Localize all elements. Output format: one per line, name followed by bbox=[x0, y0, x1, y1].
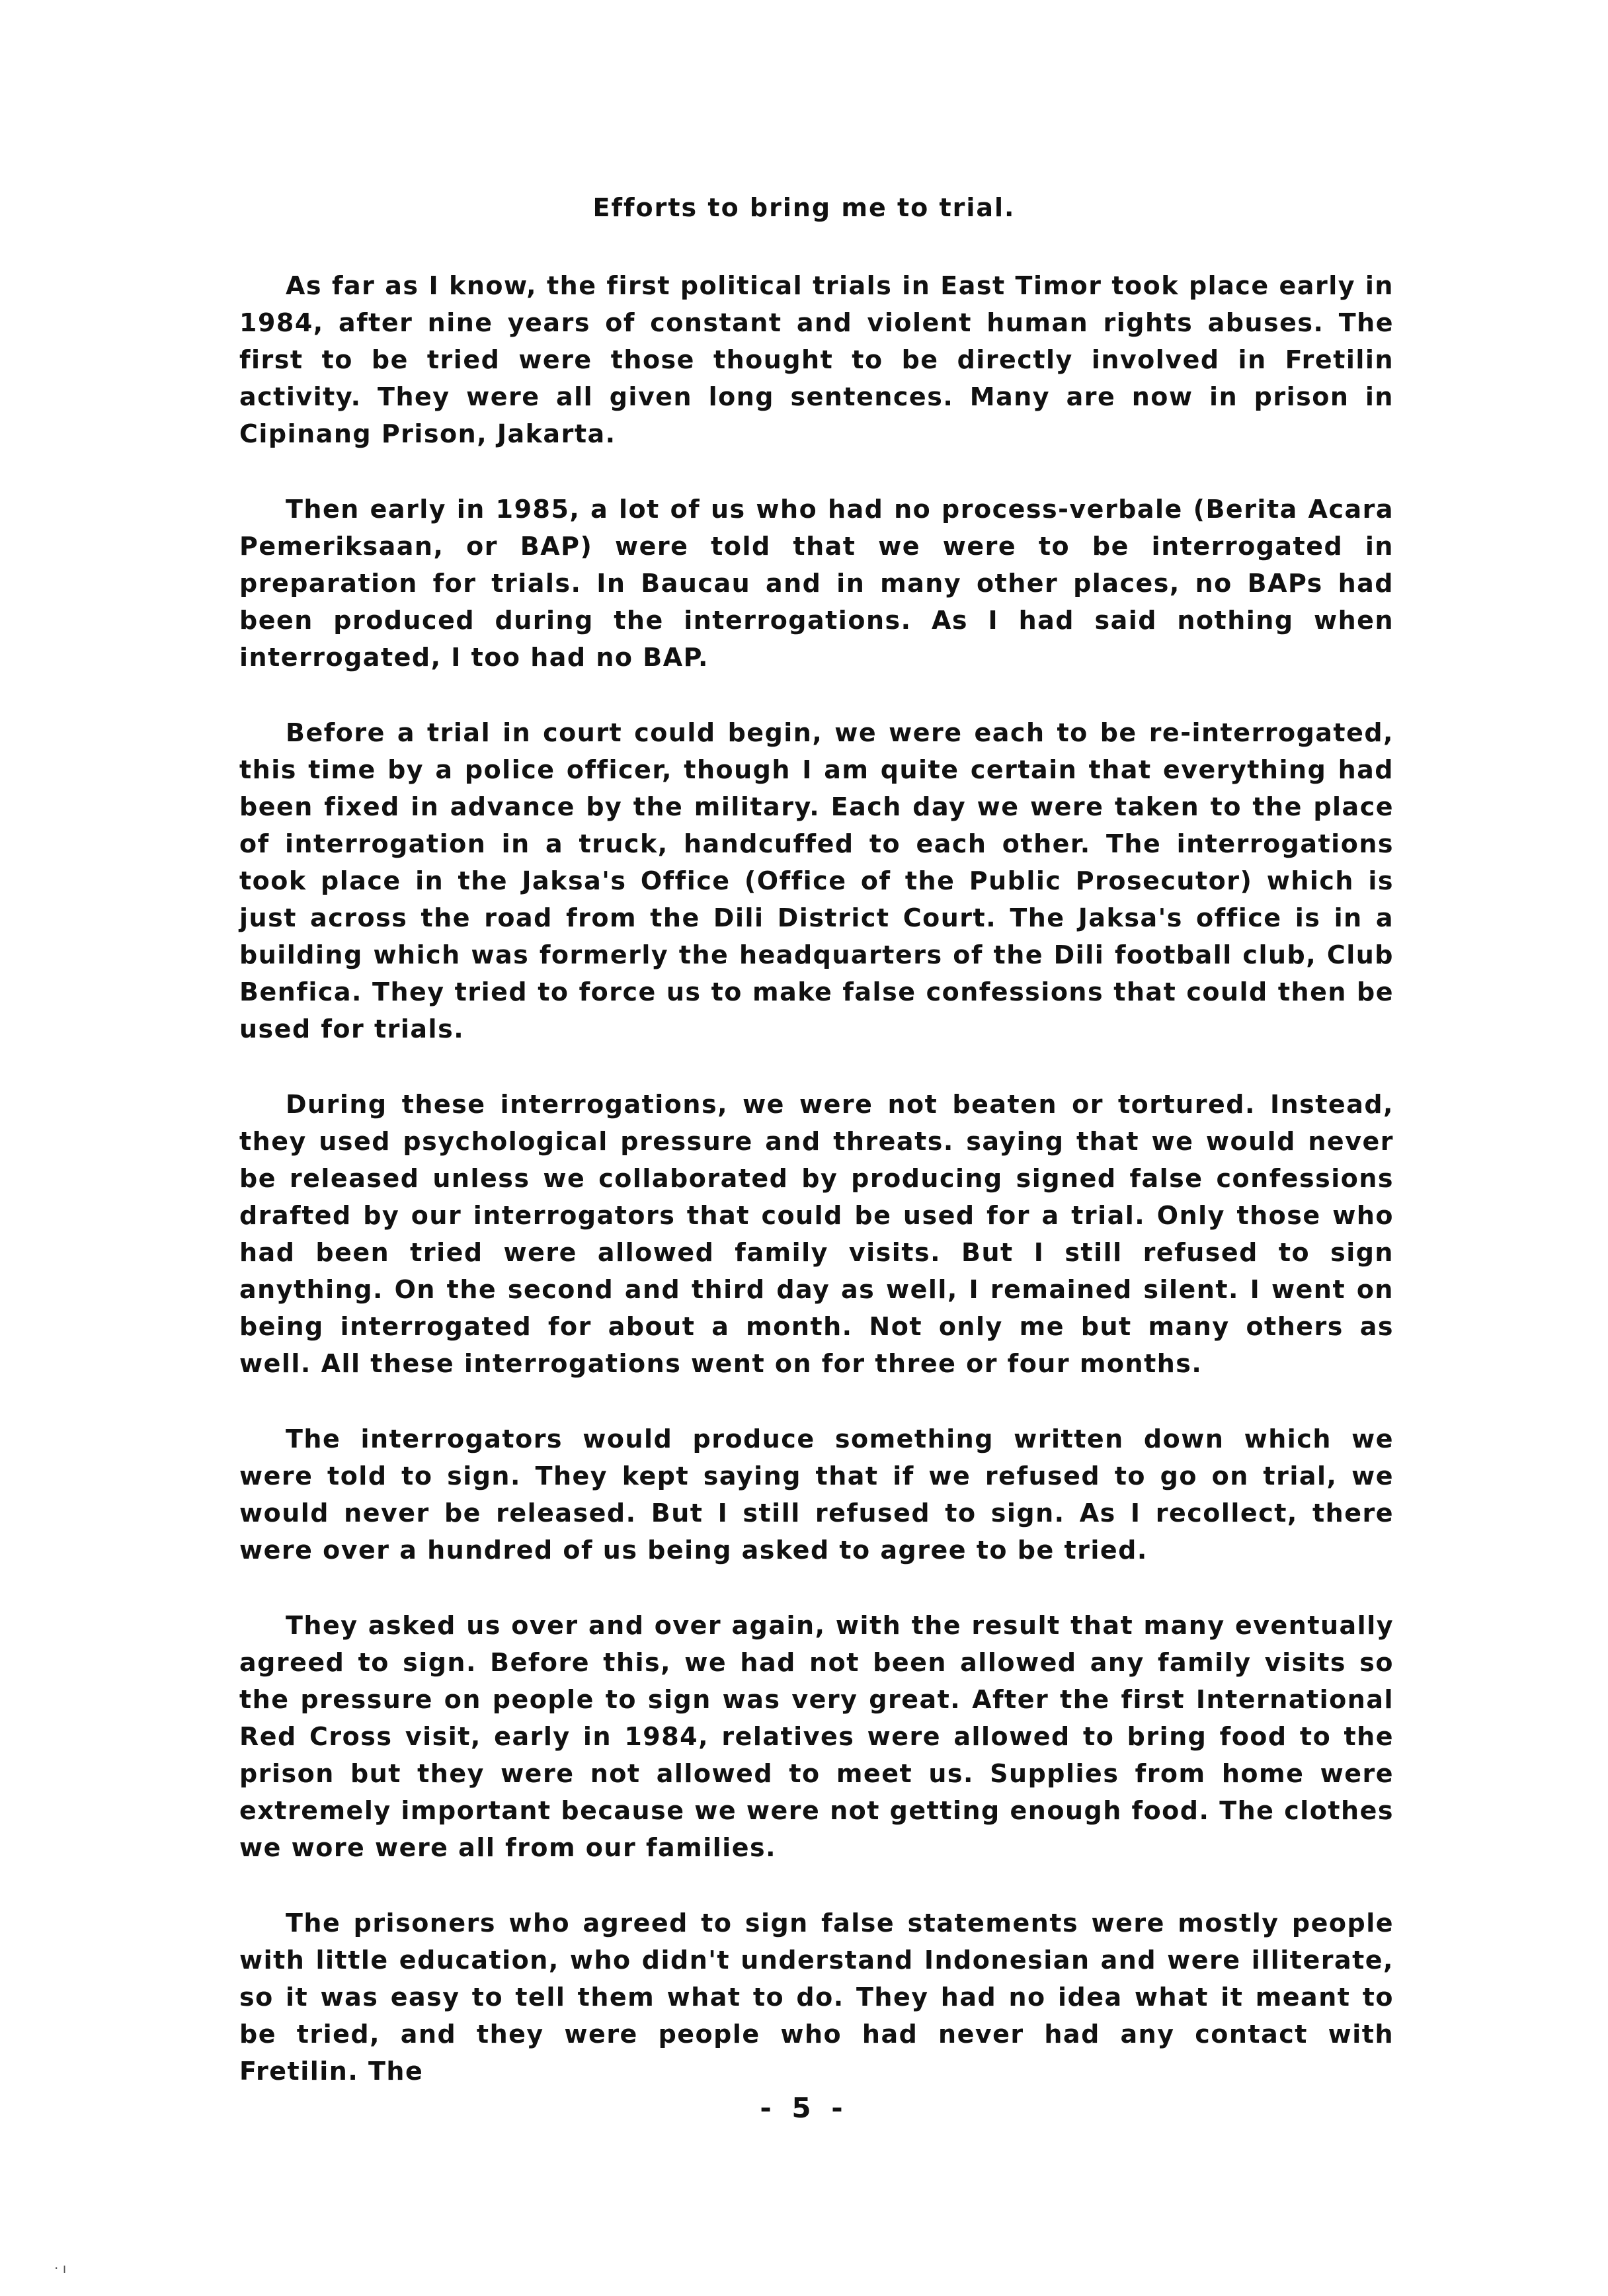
paragraph-5: The interrogators would produce something written down which we were told to sign. They kept saying that if we refused to go on trial, we would never be released. But I still refused to sign. As I recollect, there were over a hundred of us being asked to agree to be tried. bbox=[239, 1424, 1394, 1565]
paragraph-2: Then early in 1985, a lot of us who had no process-verbale (Berita Acara Pemeriksaan, or BAP) were told that we were to be interrogated in preparation for trials. In Baucau and in many other places, no BAPs had been produced during the interrogations. As I had said nothing when interrogated, I too had no BAP. bbox=[239, 495, 1394, 672]
document-title: Efforts to bring me to trial. bbox=[592, 193, 1016, 222]
paragraph-7: The prisoners who agreed to sign false statements were mostly people with little education, who didn't understand Indonesian and were illiterate, so it was easy to tell them what to do. They had no idea what it meant to be tried, and they were people who had never had any contact with Fretilin. The bbox=[239, 1908, 1394, 2086]
paragraph-4: During these interrogations, we were not beaten or tortured. Instead, they used psychological pressure and threats. saying that we would never be released unless we collaborated by producing signed false confessions drafted by our interrogators that could be used for a trial. Only those who had been tried were allowed family visits. But I still refused to sign anything. On the second and third day as well, I remained silent. I went on being interrogated for about a month. Not only me but many others as well. All these interrogations went on for three or four months. bbox=[239, 1090, 1394, 1378]
page-number: - 5 - bbox=[760, 2092, 848, 2124]
margin-scan-mark: · ı bbox=[54, 2260, 67, 2276]
paragraph-6: They asked us over and over again, with the result that many eventually agreed to sign. Before this, we had not been allowed any family visits so the pressure on people to sign was very great. After the first International Red Cross visit, early in 1984, relatives were allowed to bring food to the prison but they were not allowed to meet us. Supplies from home were extremely important because we were not getting enough food. The clothes we wore were all from our families. bbox=[239, 1611, 1394, 1862]
document-body bbox=[239, 267, 1394, 2128]
paragraph-3: Before a trial in court could begin, we were each to be re-interrogated, this time by a police officer, though I am quite certain that everything had been fixed in advance by the military. Each day we were taken to the place of interrogation in a truck, handcuffed to each other. The interrogations took place in the Jaksa's Office (Office of the Public Prosecutor) which is just across the road from the Dili District Court. The Jaksa's office is in a building which was formerly the headquarters of the Dili football club, Club Benfica. They tried to force us to make false confessions that could then be used for trials. bbox=[239, 718, 1394, 1044]
paragraph-1: As far as I know, the first political trials in East Timor took place early in 1984, after nine years of constant and violent human rights abuses. The first to be tried were those thought to be directly involved in Fretilin activity. They were all given long sentences. Many are now in prison in Cipinang Prison, Jakarta. bbox=[239, 271, 1394, 448]
